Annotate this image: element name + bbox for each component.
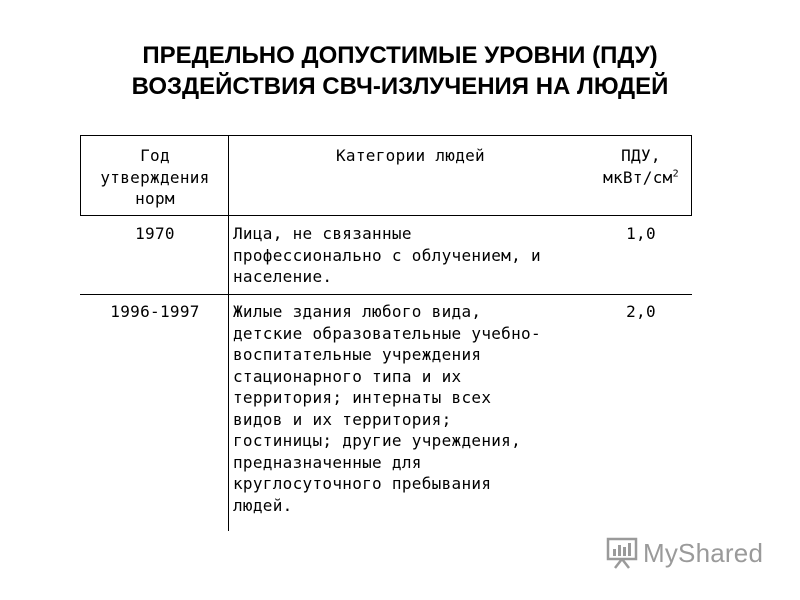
header-year: Год утверждения норм [100,146,210,208]
header-category: Категории людей [336,146,485,165]
page-title [0,40,800,102]
row1-value: 1,0 [626,224,656,243]
title-line-2: ВОЗДЕЙСТВИЯ СВЧ-ИЗЛУЧЕНИЯ НА ЛЮДЕЙ [131,73,669,100]
column-divider-1 [228,135,229,531]
table-left-border [80,135,81,215]
row1-year: 1970 [135,224,175,243]
presentation-board-icon [605,536,639,570]
row2-value: 2,0 [626,302,656,321]
title-line-1: ПРЕДЕЛЬНО ДОПУСТИМЫЕ УРОВНИ (ПДУ) [142,42,658,69]
table-top-border [80,135,692,136]
row1-bottom-border [80,294,692,295]
header-bottom-border [80,215,692,216]
row2-year: 1996-1997 [110,302,200,321]
table-right-border [691,135,692,215]
header-pdu: ПДУ, мкВт/$см^2$ [603,146,679,187]
logo-text: MyShared [643,537,764,568]
row1-category: Лица, не связанные профессионально с облучением, и население. [233,224,541,286]
myshared-logo [605,535,763,571]
row2-category: Жилые здания любого вида, детские образовательные учебно- воспитательные учреждения стационарного типа и их территория; интернаты всех видов и их территория; гостиницы; другие учреждения, предназначенные для круглосуточного пребывания людей. [233,302,541,515]
